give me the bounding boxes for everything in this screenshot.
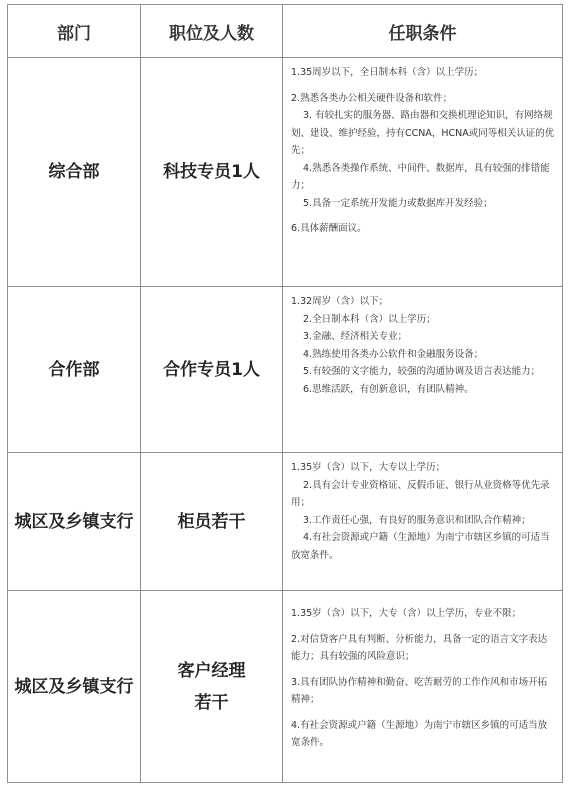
requirement-item: 3.金融、经济相关专业； [303,331,408,342]
requirement-item: 4.有社会资源或户籍（生源地）为南宁市辖区乡镇的可适当放宽条件。 [291,719,548,748]
requirements-cell [283,591,563,783]
requirement-item: 2.具有会计专业资格证、反假币证、银行从业资格等优先录用； [291,479,550,508]
position-cell: 合作专员1人 [141,287,283,453]
position-cell: 科技专员1人 [141,58,283,287]
position-line: 客户经理 [177,660,246,681]
requirement-item: 3.工作责任心强，有良好的服务意识和团队合作精神； [303,514,531,526]
requirement-item: 4.熟练使用各类办公软件和金融服务设备； [303,348,484,360]
requirement-item: 2.全日制本科（含）以上学历； [303,313,436,325]
requirements-cell [283,453,563,591]
requirement-item: 4.熟悉各类操作系统、中间件、数据库，具有较强的排错能力； [291,162,550,191]
requirement-item: 1.35岁（含）以下，大专（含）以上学历，专业不限； [291,608,522,619]
dept-cell: 城区及乡镇支行 [8,453,141,591]
dept-cell: 城区及乡镇支行 [8,591,141,783]
header-requirements: 任职条件 [283,5,563,58]
table-row [8,453,563,591]
position-cell: 柜员若干 [141,453,283,591]
requirement-item: 4.有社会资源或户籍（生源地）为南宁市辖区乡镇的可适当放宽条件。 [291,532,550,561]
requirement-item: 2.对信贷客户具有判断、分析能力，具备一定的语言文字表达能力；具有较强的风险意识； [291,633,548,662]
recruitment-table [7,4,563,783]
requirement-item: 6.思维活跃，有创新意识，有团队精神。 [303,383,474,395]
position-line: 若干 [194,692,229,713]
requirement-item: 1.35岁（含）以下，大专以上学历； [291,462,446,473]
dept-cell: 合作部 [8,287,141,453]
table-header-row [8,5,563,58]
requirement-item: 5.有较强的文字能力，较强的沟通协调及语言表达能力； [303,366,541,377]
requirements-cell [283,287,563,453]
requirement-item: 6.具体薪酬面议。 [291,223,367,234]
requirement-item: 1.32周岁（含）以下； [291,296,389,307]
requirement-item: 3.具有团队协作精神和勤奋、吃苦耐劳的工作作风和市场开拓精神； [291,676,548,705]
requirement-item: 3. 有较扎实的服务器、路由器和交换机理论知识，有网络规划、建设、维护经验，持有CCNA，HCNA或同等相关认证的优先； [291,110,555,156]
requirement-item: 5.具备一定系统开发能力或数据库开发经验； [303,197,493,209]
header-dept: 部门 [8,5,141,58]
requirements-cell [283,58,563,287]
table-row [8,287,563,453]
requirement-item: 1.35周岁以下，全日制本科（含）以上学历； [291,67,484,78]
table-row [8,58,563,287]
requirement-item: 2.熟悉各类办公相关硬件设备和软件； [291,92,453,104]
table-row [8,591,563,783]
dept-cell: 综合部 [8,58,141,287]
position-cell [141,591,283,783]
header-position: 职位及人数 [141,5,283,58]
